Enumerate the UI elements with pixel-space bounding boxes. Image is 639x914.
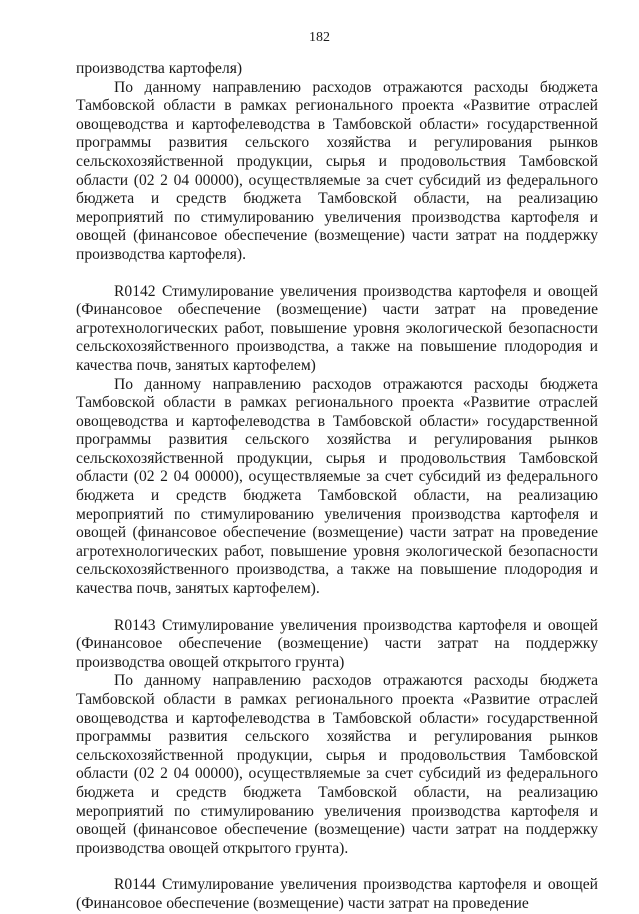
paragraph: R0142 Стимулирование увеличения производства картофеля и овощей (Финансовое обеспечение (возмещение) части затрат на проведение агротехнологических работ, повышение уровня экологической безопасности сельскохозяйственного производства, а также на повышение плодородия и качества почв, занятых картофелем): [76, 282, 598, 374]
paragraph: R0143 Стимулирование увеличения производства картофеля и овощей (Финансовое обеспечение (возмещение) части затрат на поддержку производства овощей открытого грунта): [76, 616, 598, 671]
paragraph: По данному направлению расходов отражаются расходы бюджета Тамбовской области в рамках регионального проекта «Развитие отраслей овощеводства и картофелеводства в Тамбовской области» государственной программы развития сельского хозяйства и регулирования рынков сельскохозяйственной продукции, сырья и продовольствия Тамбовской области (02 2 04 00000), осуществляемые за счет субсидий из федерального бюджета и средств бюджета Тамбовской области, на реализацию мероприятий по стимулированию увеличения производства картофеля и овощей (финансовое обеспечение (возмещение) части затрат на поддержку производства овощей открытого грунта).: [76, 672, 598, 857]
paragraph: производства картофеля): [76, 60, 243, 77]
paragraph: R0144 Стимулирование увеличения производства картофеля и овощей (Финансовое обеспечение (возмещение) части затрат на проведение: [76, 876, 598, 912]
document-body: [76, 60, 598, 914]
paragraph: По данному направлению расходов отражаются расходы бюджета Тамбовской области в рамках регионального проекта «Развитие отраслей овощеводства и картофелеводства в Тамбовской области» государственной программы развития сельского хозяйства и регулирования рынков сельскохозяйственной продукции, сырья и продовольствия Тамбовской области (02 2 04 00000), осуществляемые за счет субсидий из федерального бюджета и средств бюджета Тамбовской области, на реализацию мероприятий по стимулированию увеличения производства картофеля и овощей (финансовое обеспечение (возмещение) части затрат на проведение агротехнологических работ, повышение уровня экологической безопасности сельскохозяйственного производства, а также на повышение плодородия и качества почв, занятых картофелем).: [76, 375, 598, 598]
page-number: 182: [309, 30, 330, 45]
paragraph: По данному направлению расходов отражаются расходы бюджета Тамбовской области в рамках регионального проекта «Развитие отраслей овощеводства и картофелеводства в Тамбовской области» государственной программы развития сельского хозяйства и регулирования рынков сельскохозяйственной продукции, сырья и продовольствия Тамбовской области (02 2 04 00000), осуществляемые за счет субсидий из федерального бюджета и средств бюджета Тамбовской области, на реализацию мероприятий по стимулированию увеличения производства картофеля и овощей (финансовое обеспечение (возмещение) части затрат на поддержку производства картофеля).: [76, 78, 598, 263]
